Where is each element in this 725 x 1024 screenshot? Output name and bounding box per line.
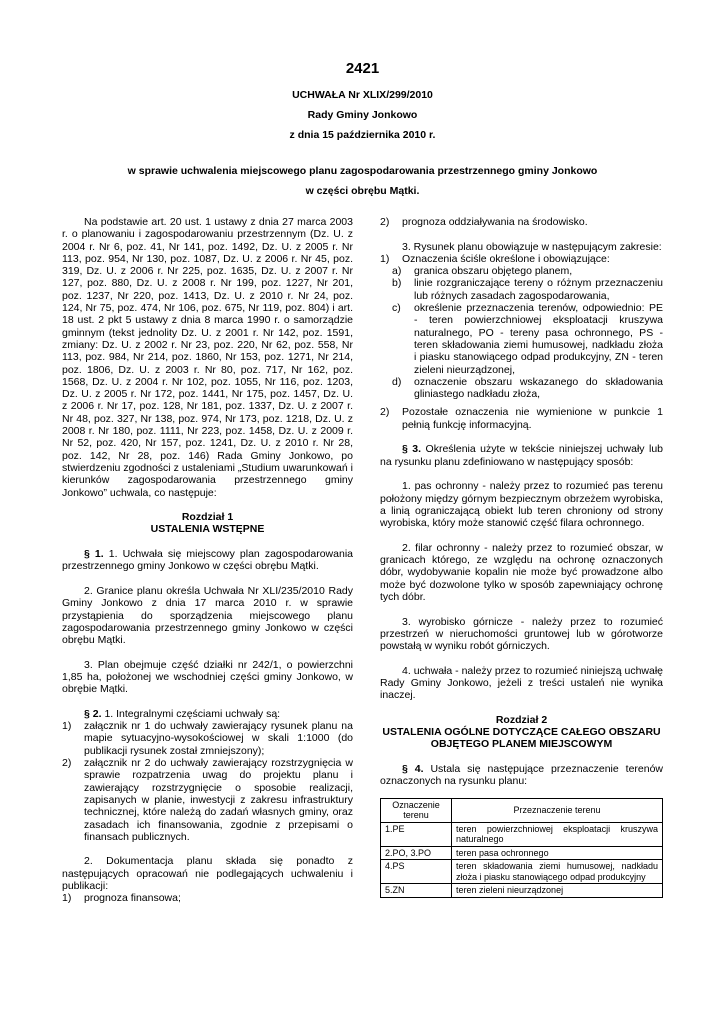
paragraph-2-section-2: 2. Dokumentacja planu składa się ponadto z następujących opracowań nie podlegających uchwaleniu i publikacji:	[62, 855, 353, 893]
paragraph-2-section-3: 3. Rysunek planu obowiązuje w następującym zakresie:	[402, 240, 662, 253]
paragraph-3: § 3. Określenia użyte w tekście niniejszej uchwały lub na rysunku planu zdefiniowano w następujący sposób:	[380, 443, 663, 468]
table-cell: teren zieleni nieurządzonej	[452, 884, 663, 898]
paragraph-1-section-2: 2. Granice planu określa Uchwała Nr XLI/235/2010 Rady Gminy Jonkowo z dnia 17 marca 2010 r. w sprawie przystąpienia do sporządzenia miejscowego planu zagospodarowania przestrzennego gminy Jonkowo w części obrębu Mątki.	[62, 584, 353, 647]
issuer: Rady Gminy Jonkowo	[307, 109, 418, 121]
resolution-date: z dnia 15 października 2010 r.	[289, 129, 436, 141]
sub-list-item: a) granica obszaru objętego planem,	[392, 265, 573, 278]
list-item: 2) prognoza oddziaływania na środowisko.	[380, 216, 588, 228]
chapter-2-title: Rozdział 2	[495, 713, 548, 726]
definition: 4. uchwała - należy przez to rozumieć niniejszą uchwałę Rady Gminy Jonkowo, jeżeli z treści ustaleń nie wynika inaczej.	[380, 664, 663, 702]
table-row	[381, 860, 663, 884]
chapter-2-subtitle: USTALENIA OGÓLNE DOTYCZĄCE CAŁEGO OBSZARU OBJĘTEGO PLANEM MIEJSCOWYM	[382, 726, 661, 751]
list-item: 2) załącznik nr 2 do uchwały zawierający rozstrzygnięcia w sprawie rozpatrzenia uwag do projektu planu i zawierający rozstrzygnięcie o sposobie realizacji, zapisanych w planie, inwestycji z zakresu infrastruktury technicznej, które należą do zadań własnych gminy, oraz zasadach ich finansowania, zgodnie z przepisami o finansach publicznych.	[62, 757, 353, 843]
right-column	[380, 216, 663, 898]
list-item: 1) Oznaczenia ściśle określone i obowiązujące:	[380, 252, 610, 265]
document-number: 2421	[345, 60, 380, 77]
table-row	[381, 884, 663, 898]
table-cell: teren składowania ziemi humusowej, nadkładu złoża i piasku stanowiącego odpad produkcyjny	[452, 860, 663, 884]
resolution-title: UCHWAŁA Nr XLIX/299/2010	[292, 89, 433, 101]
document-header	[0, 58, 725, 201]
table-cell: teren powierzchniowej eksploatacji kruszywa naturalnego	[452, 822, 663, 846]
sub-list-item: c) określenie przeznaczenia terenów, odpowiednio: PE - teren powierzchniowej eksploatacji kruszywa naturalnego, PO - tereny pasa ochronnego, PS - teren składowania ziemi humusowej, nadkładu złoża i piasku stanowiącego odpad produkcyjny, ZN - teren zieleni nieurządzonej,	[392, 302, 663, 376]
table-header-row	[381, 798, 663, 822]
table-row	[381, 822, 663, 846]
list-item: 1) prognoza finansowa;	[62, 892, 181, 905]
chapter-1-subtitle: USTALENIA WSTĘPNE	[150, 523, 265, 536]
left-column	[62, 216, 353, 905]
land-use-table	[380, 798, 663, 898]
table-row	[381, 846, 663, 860]
table-cell: teren pasa ochronnego	[452, 846, 663, 860]
definition: 3. wyrobisko górnicze - należy przez to rozumieć przestrzeń w nieruchomości gruntowej lub w górotworze powstałą w wyniku robót górniczych.	[380, 615, 663, 653]
paragraph-1: § 1. 1. Uchwała się miejscowy plan zagospodarowania przestrzennego gminy Jonkowo w części obrębu Mątki.	[62, 548, 353, 573]
sub-list-item: b) linie rozgraniczające tereny o różnym przeznaczeniu lub różnych zasadach zagospodarowania,	[392, 277, 663, 302]
resolution-subject: w sprawie uchwalenia miejscowego planu zagospodarowania przestrzennego gminy Jonkowo w części obrębu Mątki.	[127, 165, 598, 197]
sub-list-item: d) oznaczenie obszaru wskazanego do składowania gliniastego nadkładu złoża,	[392, 375, 663, 401]
table-cell: 2.PO, 3.PO	[381, 846, 452, 860]
table-header: Oznaczenie terenu	[381, 798, 452, 822]
list-item: 2) Pozostałe oznaczenia nie wymienione w punkcie 1 pełnią funkcję informacyjną.	[380, 406, 663, 431]
table-cell: 1.PE	[381, 822, 452, 846]
definition: 1. pas ochronny - należy przez to rozumieć pas terenu położony między górnym bezpiecznym obrzeżem wyrobiska, a linią ograniczającą obiekt lub teren chroniony od strony wyrobiska, który może stanowić część filara ochronnego.	[380, 480, 663, 530]
table-header: Przeznaczenie terenu	[452, 798, 663, 822]
paragraph-1-section-3: 3. Plan obejmuje część działki nr 242/1, o powierzchni 1,85 ha, położonej we wschodniej części gminy Jonkowo, w obrębie Mątki.	[62, 658, 353, 696]
definition: 2. filar ochronny - należy przez to rozumieć obszar, w granicach którego, ze względu na ochronę oznaczonych dóbr, wydobywanie kopalin nie może być prowadzone albo może być dozwolone tylko w sposób zapewniający ochronę tych dóbr.	[380, 541, 663, 603]
paragraph-4: § 4. Ustala się następujące przeznaczenie terenów oznaczonych na rysunku planu:	[380, 763, 664, 788]
chapter-1-title: Rozdział 1	[181, 511, 234, 524]
preamble: Na podstawie art. 20 ust. 1 ustawy z dnia 27 marca 2003 r. o planowaniu i zagospodarowaniu przestrzennym (Dz. U. z 2004 r. Nr 6, poz. 41, Nr 141, poz. 1492, Dz. U. z 2005 r. Nr 113, poz. 954, Nr 130, poz. 1087, Dz. U. z 2006 r. Nr 45, poz. 319, Dz. U. z 2006 r. Nr 225, poz. 1635, Dz. U. z 2007 r. Nr 127, poz. 880, Dz. U. z 2008 r. Nr 199, poz. 1227, Nr 201, poz. 1237, Nr 220, poz. 1413, Dz. U. z 2010 r. Nr 24, poz. 124, Nr 75, poz. 474, Nr 106, poz. 675, Nr 119, poz. 804) i art. 18 ust. 2 pkt 5 ustawy z dnia 8 marca 1990 r. o samorządzie gminnym (tekst jednolity Dz. U. z 2001 r. Nr 142, poz. 1591, zmiany: Dz. U. z 2002 r. Nr 23, poz. 220, Nr 62, poz. 558, Nr 113, poz. 984, Nr 214, poz. 1860, Nr 153, poz. 1271, Nr 214, poz. 1806, Dz. U. z 2003 r. Nr 80, poz. 717, Nr 162, poz. 1568, Dz. U. z 2004 r. Nr 102, poz. 1055, Nr 116, poz. 1203, Dz. U. z 2005 r. Nr 172, poz. 1441, Nr 175, poz. 1457, Dz. U. z 2006 r. Nr 17, poz. 128, Nr 181, poz. 1337, Dz. U. z 2007 r. Nr 48, poz. 327, Nr 138, poz. 974, Nr 173, poz. 1218, Dz. U. z 2008 r. Nr 180, poz. 1111, Nr 223, poz. 1458, Dz. U. z 2009 r. Nr 52, poz. 420, Nr 157, poz. 1241, Dz. U. z 2010 r. Nr 28, poz. 142, Nr 28, poz. 146) Rada Gminy Jonkowo, po stwierdzeniu zgodności z ustaleniami „Studium uwarunkowań i kierunków zagospodarowania przestrzennego gminy Jonkowo” uchwala, co następuje:	[62, 216, 353, 499]
table-cell: 4.PS	[381, 860, 452, 884]
table-cell: 5.ZN	[381, 884, 452, 898]
list-item: 1) załącznik nr 1 do uchwały zawierający rysunek planu na mapie sytuacyjno-wysokościowej w skali 1:1000 (do publikacji rysunek został zmniejszony);	[62, 720, 353, 757]
paragraph-2: § 2. 1. Integralnymi częściami uchwały są:	[84, 707, 281, 720]
